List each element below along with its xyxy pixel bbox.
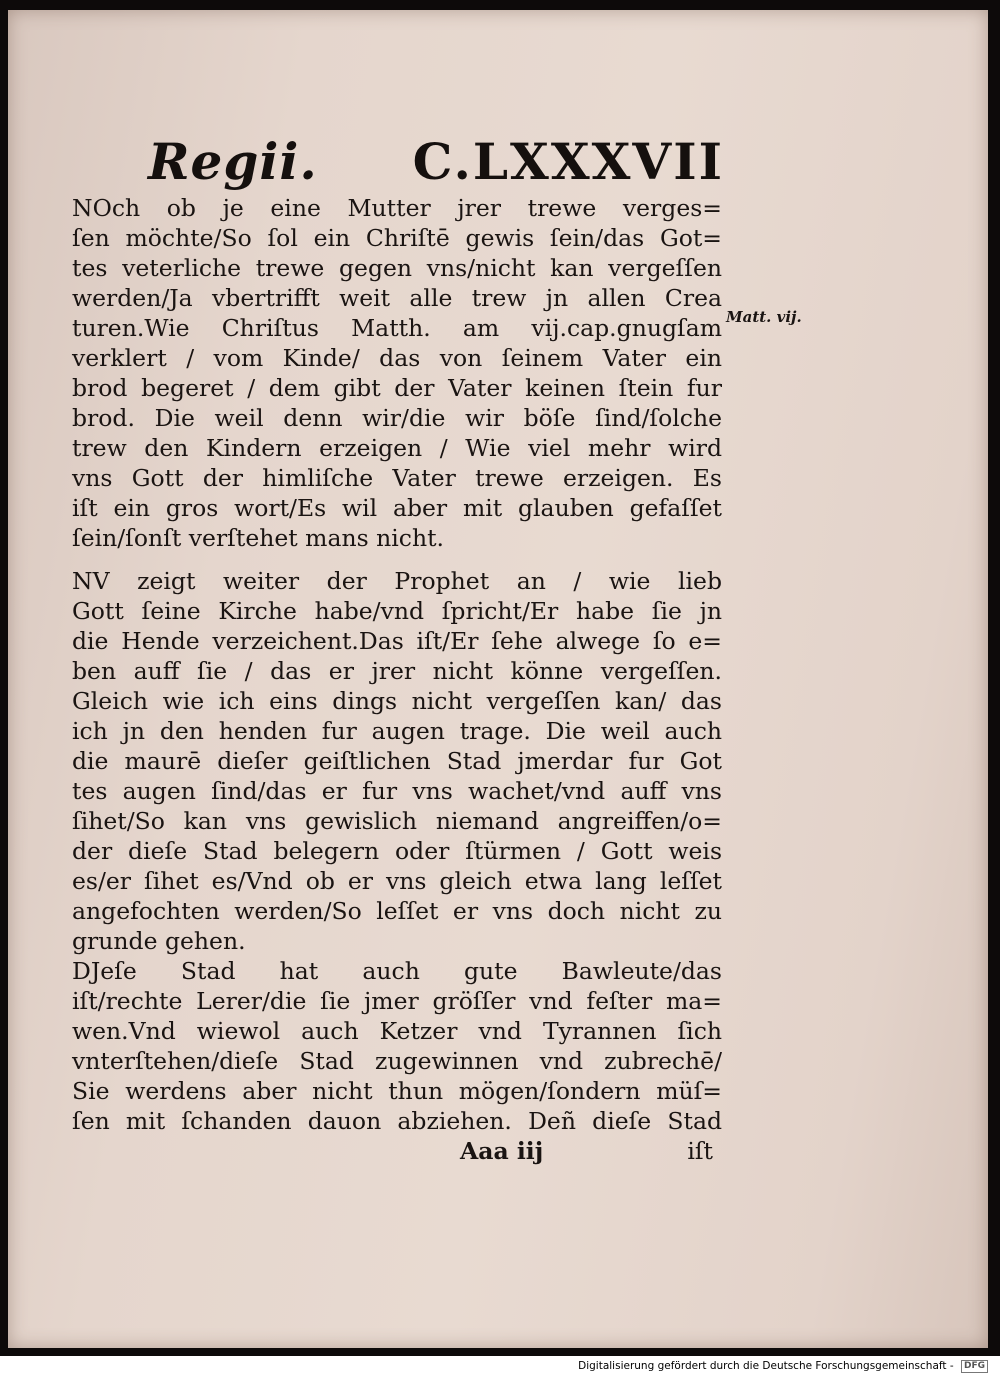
text-line: ſihet/So kan vns gewislich niemand angreiffen/o=	[72, 807, 722, 835]
text-line: brod begeret / dem gibt der Vater keinen ſtein fur	[72, 374, 722, 402]
text-line: werden/Ja vbertrifft weit alle trew jn allen Crea	[72, 284, 722, 312]
folio-number: C.LXXXVII	[412, 132, 724, 191]
text-line: ſen mit ſchanden dauon abziehen. Deñ dieſe Stad	[72, 1107, 722, 1135]
dfg-logo: DFG	[961, 1360, 988, 1373]
text-line: trew den Kindern erzeigen / Wie viel mehr wird	[72, 434, 722, 462]
text-line: ſein/ſonſt verſtehet mans nicht.	[72, 524, 445, 552]
text-line: Sie werdens aber nicht thun mögen/ſondern müſ=	[72, 1077, 722, 1105]
text-line: vnterſtehen/dieſe Stad zugewinnen vnd zubrechē/	[72, 1047, 722, 1075]
text-line: tes augen ſind/das er fur vns wachet/vnd auff vns	[72, 777, 722, 805]
catchword: iſt	[687, 1137, 713, 1165]
book-page	[8, 10, 988, 1348]
text-line: turen.Wie Chriſtus Matth. am vij.cap.gnugſam	[72, 314, 722, 342]
running-head: Regii.	[148, 132, 318, 191]
text-line: vns Gott der himliſche Vater trewe erzeigen. Es	[72, 464, 722, 492]
text-line: die maurē dieſer geiſtlichen Stad jmerdar fur Got	[72, 747, 722, 775]
text-line: NV zeigt weiter der Prophet an / wie lieb	[72, 567, 722, 595]
text-line: verklert / vom Kinde/ das von ſeinem Vater ein	[72, 344, 722, 372]
body-text	[72, 193, 722, 1136]
funding-credit	[578, 1359, 988, 1373]
text-line: NOch ob je eine Mutter jrer trewe verges=	[72, 194, 722, 222]
paragraph-gap	[72, 553, 722, 566]
text-line: Gott ſeine Kirche habe/vnd ſpricht/Er habe ſie jn	[72, 597, 722, 625]
text-line: brod. Die weil denn wir/die wir böſe ſind/ſolche	[72, 404, 722, 432]
text-line: ben auff ſie / das er jrer nicht könne vergeſſen.	[72, 657, 722, 685]
credit-text: Digitalisierung gefördert durch die Deutsche Forschungsgemeinschaft -	[578, 1360, 954, 1372]
text-line: angefochten werden/So leſſet er vns doch nicht zu	[72, 897, 722, 925]
text-line: ich jn den henden fur augen trage. Die weil auch	[72, 717, 722, 745]
text-line: DJeſe Stad hat auch gute Bawleute/das	[72, 957, 722, 985]
text-line: ſen möchte/So ſol ein Chriſtē gewis ſein/das Got=	[72, 224, 722, 252]
signature-mark: Aaa iij	[460, 1137, 544, 1165]
page-header	[148, 132, 724, 192]
text-line: es/er ſihet es/Vnd ob er vns gleich etwa lang leſſet	[72, 867, 722, 895]
text-line: der dieſe Stad belegern oder ſtürmen / Gott weis	[72, 837, 722, 865]
text-line: die Hende verzeichent.Das iſt/Er ſehe alwege ſo e=	[72, 627, 722, 655]
text-line: wen.Vnd wiewol auch Ketzer vnd Tyrannen ſich	[72, 1017, 722, 1045]
margin-note: Matt. vij.	[726, 308, 802, 326]
text-line: grunde gehen.	[72, 927, 246, 955]
text-line: Gleich wie ich eins dings nicht vergeſſen kan/ das	[72, 687, 722, 715]
text-line: iſt/rechte Lerer/die ſie jmer gröſſer vnd feſter ma=	[72, 987, 722, 1015]
text-line: tes veterliche trewe gegen vns/nicht kan vergeſſen	[72, 254, 722, 282]
text-line: iſt ein gros wort/Es wil aber mit glauben gefaſſet	[72, 494, 722, 522]
